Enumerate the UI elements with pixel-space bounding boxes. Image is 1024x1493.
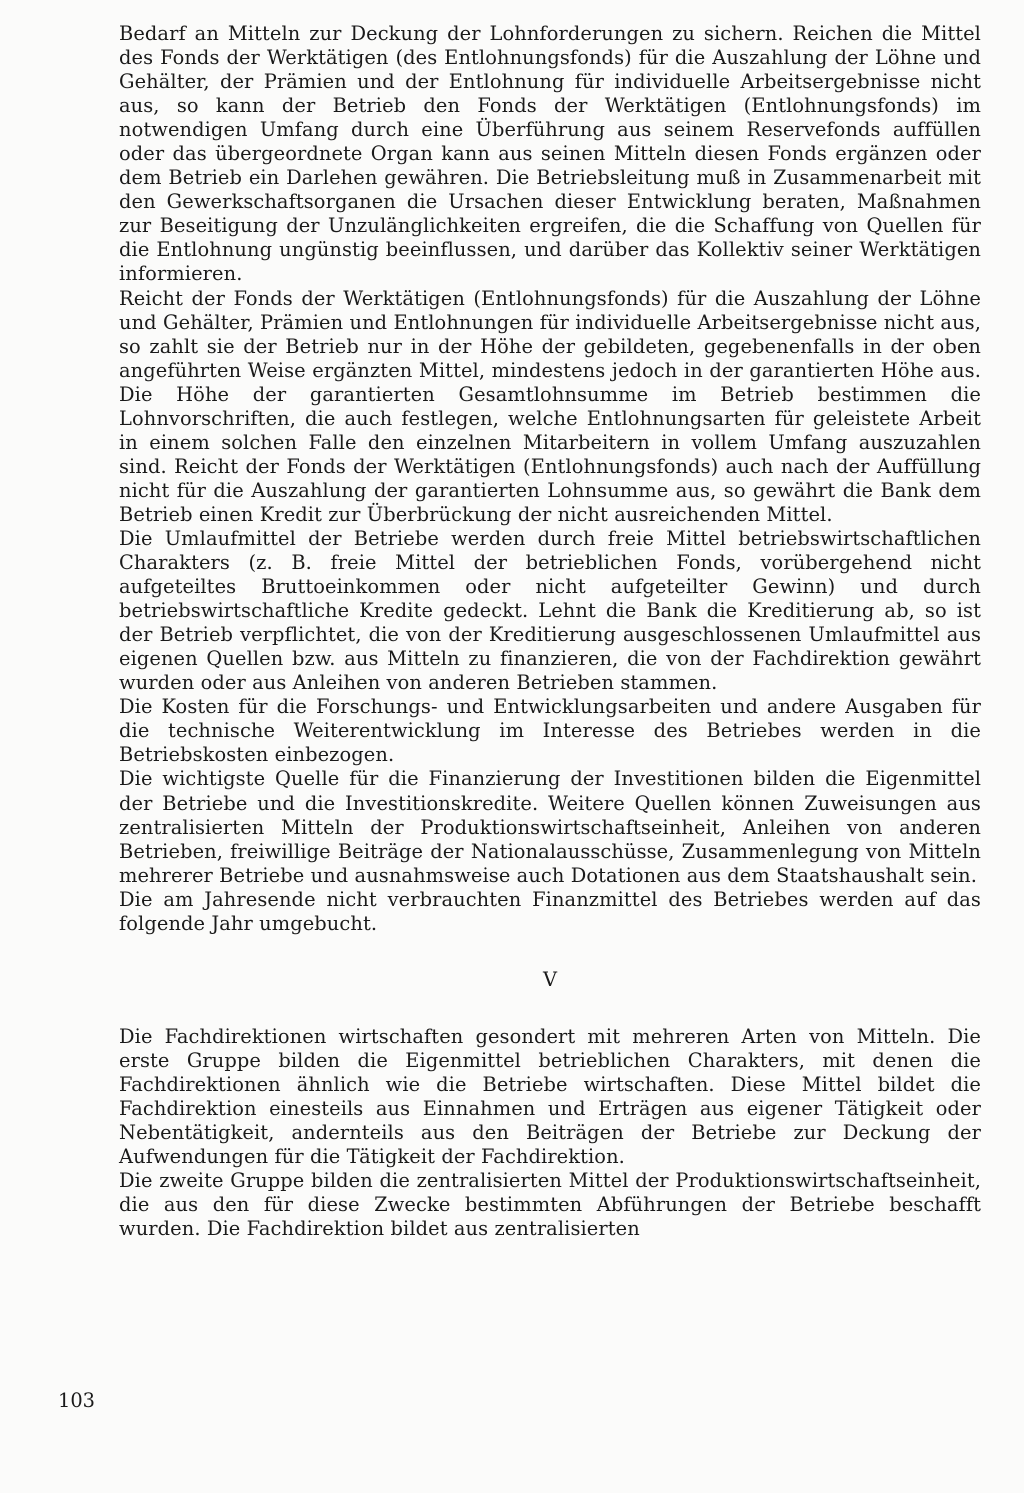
paragraph: Reicht der Fonds der Werktätigen (Entlohnungsfonds) für die Auszahlung der Löhne und Gehälter, Prämien und Entlohnungen für individuelle Arbeitsergebnisse nicht aus, so zahlt sie der Betrieb nur in der Höhe der gebildeten, gegebenenfalls in der oben angeführten Weise ergänzten Mittel, mindestens jedoch in der garantierten Höhe aus. Die Höhe der garantierten Gesamtlohnsumme im Betrieb bestimmen die Lohnvorschriften, die auch festlegen, welche Entlohnungsarten für geleistete Arbeit in einem solchen Falle den einzelnen Mitarbeitern in vollem Umfang auszuzahlen sind. Reicht der Fonds der Werktätigen (Entlohnungsfonds) auch nach der Auffüllung nicht für die Auszahlung der garantierten Lohnsumme aus, so gewährt die Bank dem Betrieb einen Kredit zur Überbrückung der nicht ausreichenden Mittel.	[119, 286, 981, 526]
paragraph: Bedarf an Mitteln zur Deckung der Lohnforderungen zu sichern. Reichen die Mittel des Fonds der Werktätigen (des Entlohnungsfonds) für die Auszahlung der Löhne und Gehälter, der Prämien und der Entlohnung für individuelle Arbeitsergebnisse nicht aus, so kann der Betrieb den Fonds der Werktätigen (Entlohnungsfonds) im notwendigen Umfang durch eine Überführung aus seinem Reservefonds auffüllen oder das übergeordnete Organ kann aus seinen Mitteln diesen Fonds ergänzen oder dem Betrieb ein Darlehen gewähren. Die Betriebsleitung muß in Zusammenarbeit mit den Gewerkschaftsorganen die Ursachen dieser Entwicklung beraten, Maßnahmen zur Beseitigung der Unzulänglichkeiten ergreifen, die die Schaffung von Quellen für die Entlohnung ungünstig beeinflussen, und darüber das Kollektiv seiner Werktätigen informieren.	[119, 22, 981, 286]
paragraph: Die am Jahresende nicht verbrauchten Finanzmittel des Betriebes werden auf das folgende Jahr umgebucht.	[119, 887, 981, 935]
section-heading: V	[542, 967, 558, 991]
paragraph: Die wichtigste Quelle für die Finanzierung der Investitionen bilden die Eigenmittel der Betriebe und die Investitionskredite. Weitere Quellen können Zuweisungen aus zentralisierten Mitteln der Produktionswirtschaftseinheit, Anleihen von anderen Betrieben, freiwillige Beiträge der Nationalausschüsse, Zusammenlegung von Mitteln mehrerer Betriebe und ausnahmsweise auch Dotationen aus dem Staatshaushalt sein.	[119, 767, 981, 887]
page-number: 103	[58, 1389, 96, 1412]
paragraph: Die zweite Gruppe bilden die zentralisierten Mittel der Produktionswirtschaftseinheit, die aus den für diese Zwecke bestimmten Abführungen der Betriebe beschafft wurden. Die Fachdirektion bildet aus zentralisierten	[119, 1169, 981, 1241]
paragraph: Die Fachdirektionen wirtschaften gesondert mit mehreren Arten von Mitteln. Die erste Gruppe bilden die Eigenmittel betrieblichen Charakters, mit denen die Fachdirektionen ähnlich wie die Betriebe wirtschaften. Diese Mittel bildet die Fachdirektion einesteils aus Einnahmen und Erträgen aus eigener Tätigkeit oder Nebentätigkeit, andernteils aus den Beiträgen der Betriebe zur Deckung der Aufwendungen für die Tätigkeit der Fachdirektion.	[119, 1024, 981, 1169]
body-text	[119, 22, 981, 1241]
paragraph: Die Umlaufmittel der Betriebe werden durch freie Mittel betriebswirtschaftlichen Charakters (z. B. freie Mittel der betrieblichen Fonds, vorübergehend nicht aufgeteiltes Bruttoeinkommen oder nicht aufgeteilter Gewinn) und durch betriebswirtschaftliche Kredite gedeckt. Lehnt die Bank die Kreditierung ab, so ist der Betrieb verpflichtet, die von der Kreditierung ausgeschlossenen Umlaufmittel aus eigenen Quellen bzw. aus Mitteln zu finanzieren, die von der Fachdirektion gewährt wurden oder aus Anleihen von anderen Betrieben stammen.	[119, 526, 981, 695]
paragraph: Die Kosten für die Forschungs- und Entwicklungsarbeiten und andere Ausgaben für die technische Weiterentwicklung im Interesse des Betriebes werden in die Betriebskosten einbezogen.	[119, 695, 981, 767]
